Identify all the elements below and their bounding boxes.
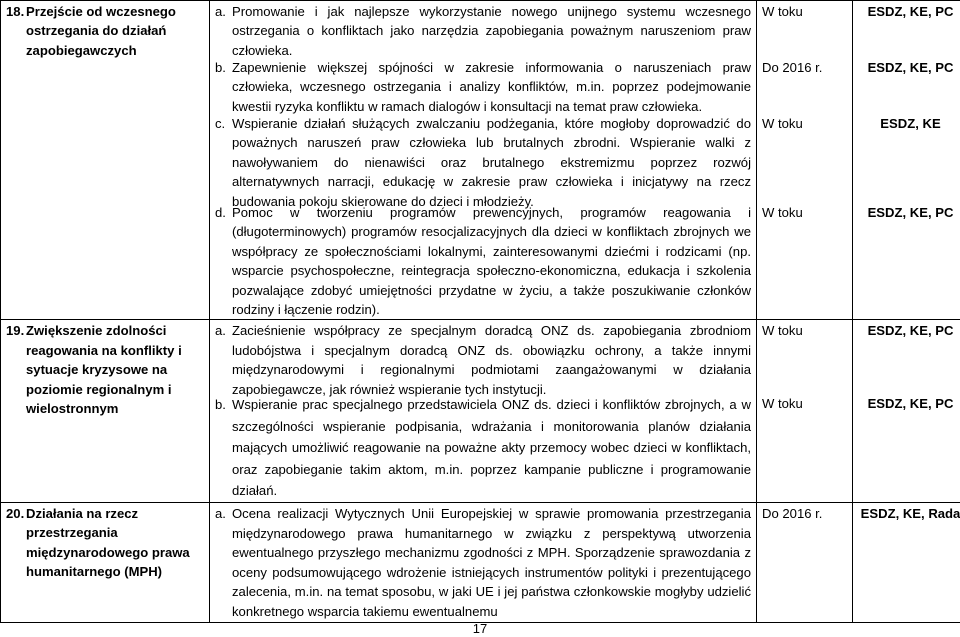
topic-cell <box>1 320 210 503</box>
action-text: Ocena realizacji Wytycznych Unii Europejskiej w sprawie promowania przestrzegania międzynarodowego prawa humanitarnego w związku z perspektywą utworzenia ewentualnego przyszłego mechanizmu zgodności z MPH. Sporządzenie sprawozdania z oceny podsumowującego wdrożenie istniejących instrumentów polityki i prezentującego zalecenia, m.in. na temat sposobu, w jaki UE i jej państwa członkowskie mogłyby udzielić konkretnego wsparcia takiemu ewentualnemu <box>232 505 751 619</box>
deadline: W toku <box>762 116 803 131</box>
deadline: W toku <box>762 323 803 339</box>
actions-cell <box>210 1 757 320</box>
deadline: W toku <box>762 396 803 412</box>
topic-number: 19. <box>6 323 25 339</box>
deadline: W toku <box>762 205 803 220</box>
action-letter: d. <box>215 205 226 220</box>
topic-number: 18. <box>6 4 25 19</box>
responsible: ESDZ, KE, Rada <box>860 505 960 521</box>
action-text: Wspieranie działań służących zwalczaniu podżegania, które mogłoby doprowadzić do poważnych naruszeń praw człowieka lub brutalnych zbrodni. Wspieranie walki z nawoływaniem do nienawiści oraz brutalnego ekstremizmu poprzez rozwój alternatywnych narracji, edukację w zakresie praw człowieka i inicjatywy na rzecz budowania pokoju skierowane do dzieci i młodzieży. <box>232 116 751 209</box>
deadline-cell <box>757 502 853 622</box>
action-text: Wspieranie prac specjalnego przedstawiciela ONZ ds. dzieci i konfliktów zbrojnych, a w szczególności wspieranie podpisania, wdrażania i monitorowania planów działania mających umożliwić reagowanie na poważne akty przemocy wobec dzieci w konfliktach, oraz zapobieganie takim aktom, m.in. poprzez kampanie publiczne i programowanie działań. <box>232 397 751 499</box>
action-item <box>215 203 751 319</box>
topic-title: Zwiększenie zdolności reagowania na konflikty i sytuacje kryzysowe na poziomie regionalnym i wielostronnym <box>26 323 182 417</box>
table-row <box>1 320 960 503</box>
responsible-cell <box>853 502 960 622</box>
topic-cell <box>1 502 210 622</box>
topic-title: Działania na rzecz przestrzegania międzynarodowego prawa humanitarnego (MPH) <box>26 505 190 580</box>
action-item <box>215 58 751 114</box>
table-row <box>1 1 960 320</box>
responsible: ESDZ, KE, PC <box>867 4 954 19</box>
action-text: Zacieśnienie współpracy ze specjalnym doradcą ONZ ds. zapobiegania zbrodniom ludobójstwa i specjalnym doradcą ONZ ds. obowiązku ochrony, a także innymi międzynarodowymi i regionalnymi podmiotami zaangażowanymi w działania zapobiegawcze, jak również wspieranie tych instytucji. <box>232 323 751 397</box>
deadline: W toku <box>762 4 803 19</box>
responsible-cell <box>853 320 960 503</box>
action-letter: a. <box>215 4 226 19</box>
action-letter: a. <box>215 505 226 521</box>
table-row <box>1 502 960 622</box>
topic-cell <box>1 1 210 320</box>
action-text: Zapewnienie większej spójności w zakresie informowania o naruszeniach praw człowieka, wczesnego ostrzegania i analizy konfliktów, m.in. poprzez podejmowanie kwestii ryzyka konfliktu w ramach dialogów i konsultacji na temat praw człowieka. <box>232 60 751 114</box>
page-number: 17 <box>472 621 488 636</box>
action-letter: b. <box>215 397 226 413</box>
action-text: Promowanie i jak najlepsze wykorzystanie nowego unijnego systemu wczesnego ostrzegania o konfliktach jako narzędzia zapobiegania poważnym naruszeniom praw człowieka. <box>232 4 751 58</box>
deadline: Do 2016 r. <box>762 505 823 521</box>
responsible: ESDZ, KE <box>880 116 941 131</box>
action-item <box>215 2 751 58</box>
topic-title: Przejście od wczesnego ostrzegania do działań zapobiegawczych <box>26 4 176 58</box>
deadline: Do 2016 r. <box>762 60 823 75</box>
deadline-cell <box>757 320 853 503</box>
responsible: ESDZ, KE, PC <box>867 323 954 339</box>
action-letter: a. <box>215 323 226 339</box>
responsible-cell <box>853 1 960 320</box>
action-item <box>215 114 751 209</box>
actions-cell <box>210 320 757 503</box>
action-item <box>215 394 751 502</box>
action-text: Pomoc w tworzeniu programów prewencyjnych, programów reagowania i (długoterminowych) programów resocjalizacyjnych dla dzieci w konfliktach zbrojnych we współpracy ze społecznościami lokalnymi, zainteresowanymi dziećmi i rodzicami (np. wsparcie psychospołeczne, reintegracja społeczno-ekonomiczna, edukacja i szkolenia pozwalające zdobyć umiejętności przydatne w życiu, a także poszukiwanie członków rodziny i łączenie rodzin). <box>232 205 751 318</box>
action-letter: c. <box>215 116 226 131</box>
action-item <box>215 321 751 397</box>
responsible: ESDZ, KE, PC <box>867 205 954 220</box>
actions-cell <box>210 502 757 622</box>
deadline-cell <box>757 1 853 320</box>
responsible: ESDZ, KE, PC <box>867 60 954 75</box>
action-item <box>215 504 751 622</box>
topic-number: 20. <box>6 505 25 521</box>
responsible: ESDZ, KE, PC <box>867 396 954 412</box>
action-letter: b. <box>215 60 226 75</box>
